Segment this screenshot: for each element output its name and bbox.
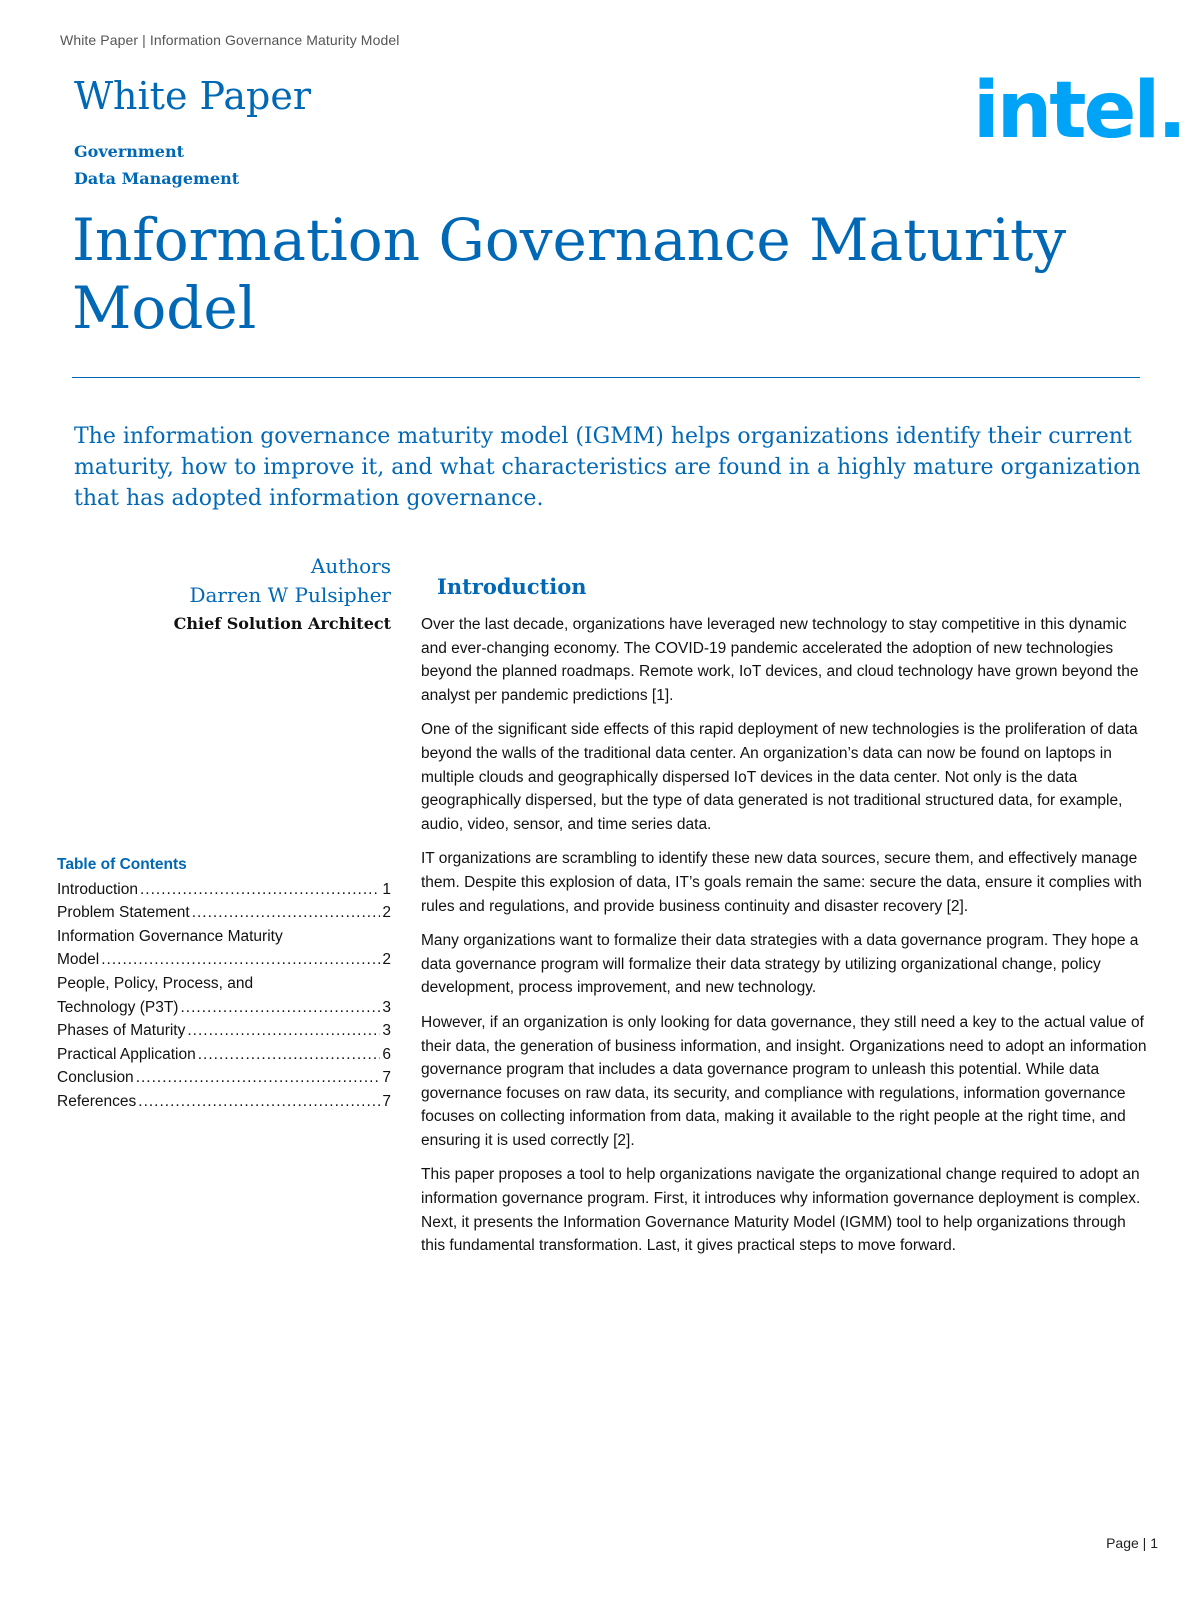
category-list bbox=[74, 138, 239, 192]
toc-entry-label: Problem Statement bbox=[57, 904, 190, 922]
toc-entry-practical-application[interactable] bbox=[57, 1043, 391, 1067]
toc-entry-page: 7 bbox=[382, 1092, 391, 1110]
toc-entry-references[interactable] bbox=[57, 1090, 391, 1114]
section-heading-introduction: Introduction bbox=[437, 574, 587, 599]
toc-entry-page: 3 bbox=[382, 998, 391, 1016]
author-role: Chief Solution Architect bbox=[173, 614, 391, 633]
body-paragraph: Over the last decade, organizations have leveraged new technology to stay competitive in this dynamic and ever-changing economy. The COVID-19 pandemic accelerated the adoption of new technologies beyond the planned roadmaps. Remote work, IoT devices, and cloud technology have grown beyond the analyst per pandemic predictions [1]. bbox=[421, 616, 1139, 704]
body-paragraph: This paper proposes a tool to help organizations navigate the organizational change required to adopt an information governance program. First, it introduces why information governance deployment is complex. Next, it presents the Information Governance Maturity Model (IGMM) tool to help organizations through this fundamental transformation. Last, it gives practical steps to move forward. bbox=[421, 1166, 1141, 1255]
toc-leader bbox=[138, 1090, 380, 1114]
title-divider bbox=[72, 377, 1140, 378]
toc-entry-page: 3 bbox=[382, 1022, 391, 1040]
toc-entry-page: 2 bbox=[382, 951, 391, 969]
page-number: Page | 1 bbox=[1106, 1535, 1158, 1551]
toc-leader bbox=[180, 996, 380, 1020]
page-title: Information Governance Maturity Model bbox=[72, 206, 1067, 342]
toc-entry-page: 1 bbox=[382, 880, 391, 898]
toc-entry-label: References bbox=[57, 1092, 137, 1110]
toc-entry-problem-statement[interactable] bbox=[57, 901, 391, 925]
category-item: Government bbox=[74, 142, 185, 161]
toc-entry-igmm[interactable] bbox=[57, 925, 391, 972]
toc-entry-label: Phases of Maturity bbox=[57, 1022, 186, 1040]
authors-label: Authors bbox=[310, 554, 391, 578]
toc-entry-introduction[interactable] bbox=[57, 878, 391, 902]
author-name: Darren W Pulsipher bbox=[189, 583, 391, 607]
toc-leader bbox=[198, 1043, 381, 1067]
running-header: White Paper | Information Governance Maturity Model bbox=[60, 32, 400, 48]
toc-entry-label-line1: Information Governance Maturity bbox=[57, 927, 283, 945]
toc-entry-page: 6 bbox=[382, 1045, 391, 1063]
toc-leader bbox=[136, 1066, 381, 1090]
intel-logo: intel. bbox=[973, 66, 1184, 156]
toc-entry-label: Practical Application bbox=[57, 1045, 196, 1063]
toc-entry-phases-of-maturity[interactable] bbox=[57, 1019, 391, 1043]
body-paragraph: Many organizations want to formalize their data strategies with a data governance program. They hope a data governance program will formalize their data strategy by utilizing organizational change, policy development, process improvement, and new technology. bbox=[421, 932, 1139, 997]
toc-entry-label: Conclusion bbox=[57, 1069, 134, 1087]
toc-entry-label: Model bbox=[57, 951, 100, 969]
toc-title: Table of Contents bbox=[57, 856, 187, 873]
toc-leader bbox=[140, 878, 380, 902]
toc-entry-page: 7 bbox=[382, 1069, 391, 1087]
toc-leader bbox=[101, 948, 380, 972]
toc-entry-page: 2 bbox=[382, 904, 391, 922]
table-of-contents bbox=[57, 853, 391, 1114]
toc-entry-label-line1: People, Policy, Process, and bbox=[57, 974, 254, 992]
toc-leader bbox=[192, 901, 381, 925]
body-paragraph: IT organizations are scrambling to identify these new data sources, secure them, and effectively manage them. Despite this explosion of data, IT’s goals remain the same: secure the data, ensure it complies with rules and regulations, and provide business continuity and disaster recovery [2]. bbox=[421, 850, 1142, 915]
body-paragraph: One of the significant side effects of this rapid deployment of new technologies is the proliferation of data beyond the walls of the traditional data center. An organization’s data can now be found on laptops in multiple clouds and geographically dispersed IoT devices in the data center. Not only is the data geographically dispersed, but the type of data generated is not traditional structured data, for example, audio, video, sensor, and time series data. bbox=[421, 721, 1138, 833]
authors-block bbox=[74, 552, 391, 638]
body-paragraph: However, if an organization is only looking for data governance, they still need a key to the actual value of their data, the generation of business information, and insight. Organizations need to adopt an information governance program that includes a data governance program to unleash this potential. While data governance focuses on raw data, its security, and compliance with regulations, information governance focuses on collecting information from data, making it available to the right people at the right time, and ensuring it is used correctly [2]. bbox=[421, 1013, 1147, 1149]
toc-entry-label: Introduction bbox=[57, 880, 138, 898]
toc-leader bbox=[187, 1019, 380, 1043]
toc-entry-p3t[interactable] bbox=[57, 972, 391, 1019]
abstract: The information governance maturity model (IGMM) helps organizations identify their current maturity, how to improve it, and what characteristics are found in a highly mature organization that has adopted information governance. bbox=[74, 424, 1141, 511]
category-item: Data Management bbox=[74, 169, 240, 188]
toc-entry-label: Technology (P3T) bbox=[57, 998, 179, 1016]
document-type-label: White Paper bbox=[74, 74, 312, 118]
toc-entry-conclusion[interactable] bbox=[57, 1066, 391, 1090]
introduction-body bbox=[421, 613, 1151, 1269]
